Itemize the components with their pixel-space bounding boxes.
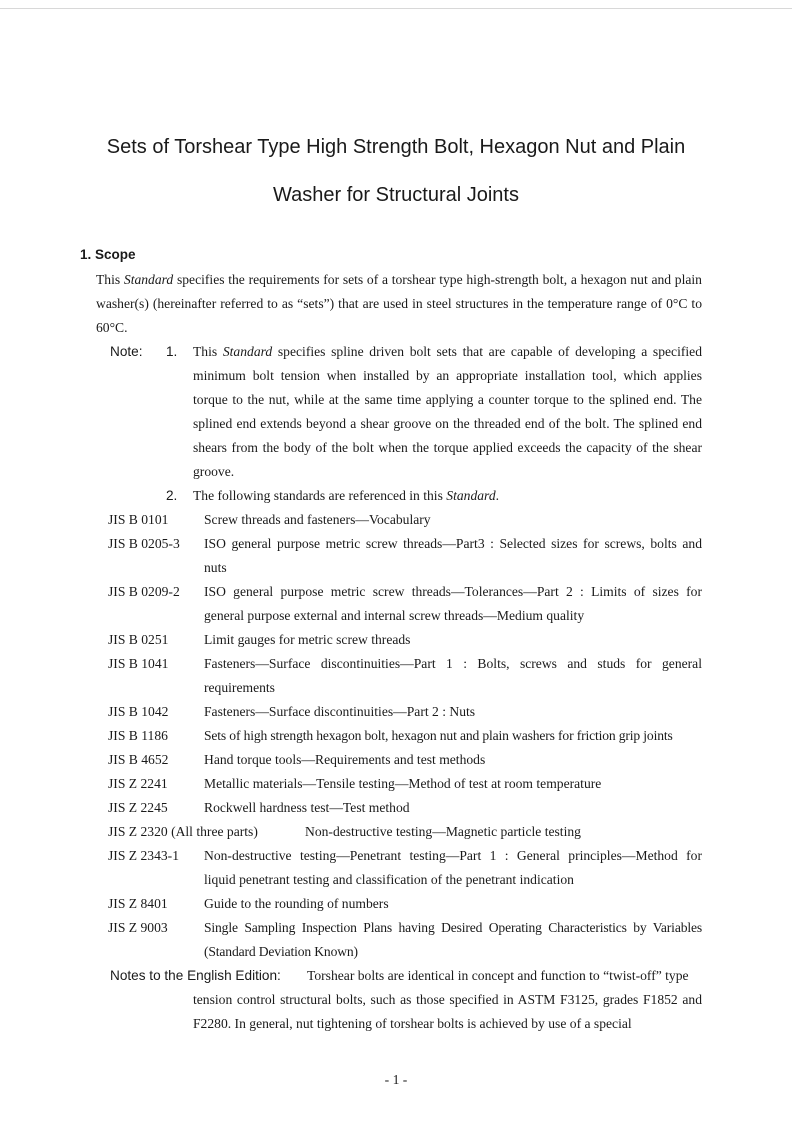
reference-title: Non-destructive testing—Magnetic particle testing	[305, 824, 581, 839]
reference-title: Limit gauges for metric screw threads	[204, 632, 411, 647]
reference-code: JIS B 0205-3	[108, 536, 180, 551]
note-1-number: 1.	[166, 344, 178, 359]
note-1-emphasis: Standard	[222, 344, 273, 359]
document-title-line-1: Sets of Torshear Type High Strength Bolt, Hexagon Nut and Plain	[106, 136, 686, 158]
reference-code: JIS B 0101	[108, 512, 169, 527]
reference-title: Hand torque tools—Requirements and test methods	[204, 752, 486, 767]
reference-code: JIS B 1041	[108, 656, 169, 671]
reference-code: JIS Z 2241	[108, 776, 168, 791]
section-heading-scope: 1. Scope	[80, 247, 136, 262]
note-2-number: 2.	[166, 488, 178, 503]
reference-code: JIS Z 2245	[108, 800, 168, 815]
note-2-text	[193, 484, 702, 508]
english-edition-note-first-line: Torshear bolts are identical in concept and function to “twist-off” type	[307, 968, 689, 983]
english-edition-note-text: tension control structural bolts, such as those specified in ASTM F3125, grades F1852 and F2280. In general, nut tightening of torshear bolts is achieved by use of a special	[193, 992, 702, 1031]
reference-title: ISO general purpose metric screw threads—Part3 : Selected sizes for screws, bolts and nuts	[204, 536, 702, 575]
reference-title: ISO general purpose metric screw threads—Tolerances—Part 2 : Limits of sizes for general purpose external and internal screw threads—Medium quality	[204, 584, 702, 623]
top-rule	[0, 8, 792, 9]
scope-emphasis: Standard	[123, 272, 174, 287]
english-edition-note-label: Notes to the English Edition:	[110, 968, 281, 983]
reference-title: Metallic materials—Tensile testing—Method of test at room temperature	[204, 776, 602, 791]
reference-title: Fasteners—Surface discontinuities—Part 1 : Bolts, screws and studs for general requirements	[204, 656, 702, 695]
scope-text-b: specifies the requirements for sets of a torshear type high-strength bolt, a hexagon nut and plain washer(s) (hereinafter referred to as “sets”) that are used in steel structures in the temperature range of 0°C to 60°C.	[96, 272, 702, 335]
note-1-text	[193, 340, 702, 484]
reference-code: JIS Z 2320 (All three parts)	[108, 824, 258, 839]
reference-code: JIS B 4652	[108, 752, 169, 767]
note-2-text-a: The following standards are referenced in this	[193, 488, 447, 503]
reference-code: JIS B 0251	[108, 632, 169, 647]
note-label: Note:	[110, 344, 143, 359]
reference-title: Rockwell hardness test—Test method	[204, 800, 410, 815]
note-1-text-a: This	[193, 344, 223, 359]
reference-code: JIS B 1042	[108, 704, 169, 719]
page-number: - 1 -	[384, 1072, 408, 1087]
scope-paragraph	[96, 268, 702, 340]
document-title-line-2: Washer for Structural Joints	[272, 184, 519, 206]
reference-code: JIS B 0209-2	[108, 584, 180, 599]
reference-title: Fasteners—Surface discontinuities—Part 2 : Nuts	[204, 704, 476, 719]
reference-code: JIS Z 9003	[108, 920, 168, 935]
note-1-text-b: specifies spline driven bolt sets that are capable of developing a specified minimum bolt tension when installed by an appropriate installation tool, which applies torque to the nut, while at the same time applying a counter torque to the splined end. The splined end extends beyond a shear groove on the threaded end of the bolt. The splined end shears from the body of the bolt when the torque applied exceeds the capacity of the shear groove.	[193, 344, 702, 479]
reference-code: JIS Z 8401	[108, 896, 168, 911]
note-2-emphasis: Standard	[446, 488, 496, 503]
note-2-text-b: .	[495, 488, 500, 503]
reference-title: Screw threads and fasteners—Vocabulary	[204, 512, 431, 527]
reference-title: Guide to the rounding of numbers	[204, 896, 389, 911]
reference-title: Non-destructive testing—Penetrant testing—Part 1 : General principles—Method for liquid penetrant testing and classification of the penetrant indication	[204, 848, 702, 887]
reference-code: JIS Z 2343-1	[108, 848, 179, 863]
reference-title: Single Sampling Inspection Plans having Desired Operating Characteristics by Variables (Standard Deviation Known)	[204, 920, 702, 959]
scope-text-a: This	[96, 272, 124, 287]
reference-title: Sets of high strength hexagon bolt, hexagon nut and plain washers for friction grip joints	[204, 728, 673, 743]
reference-code: JIS B 1186	[108, 728, 168, 743]
